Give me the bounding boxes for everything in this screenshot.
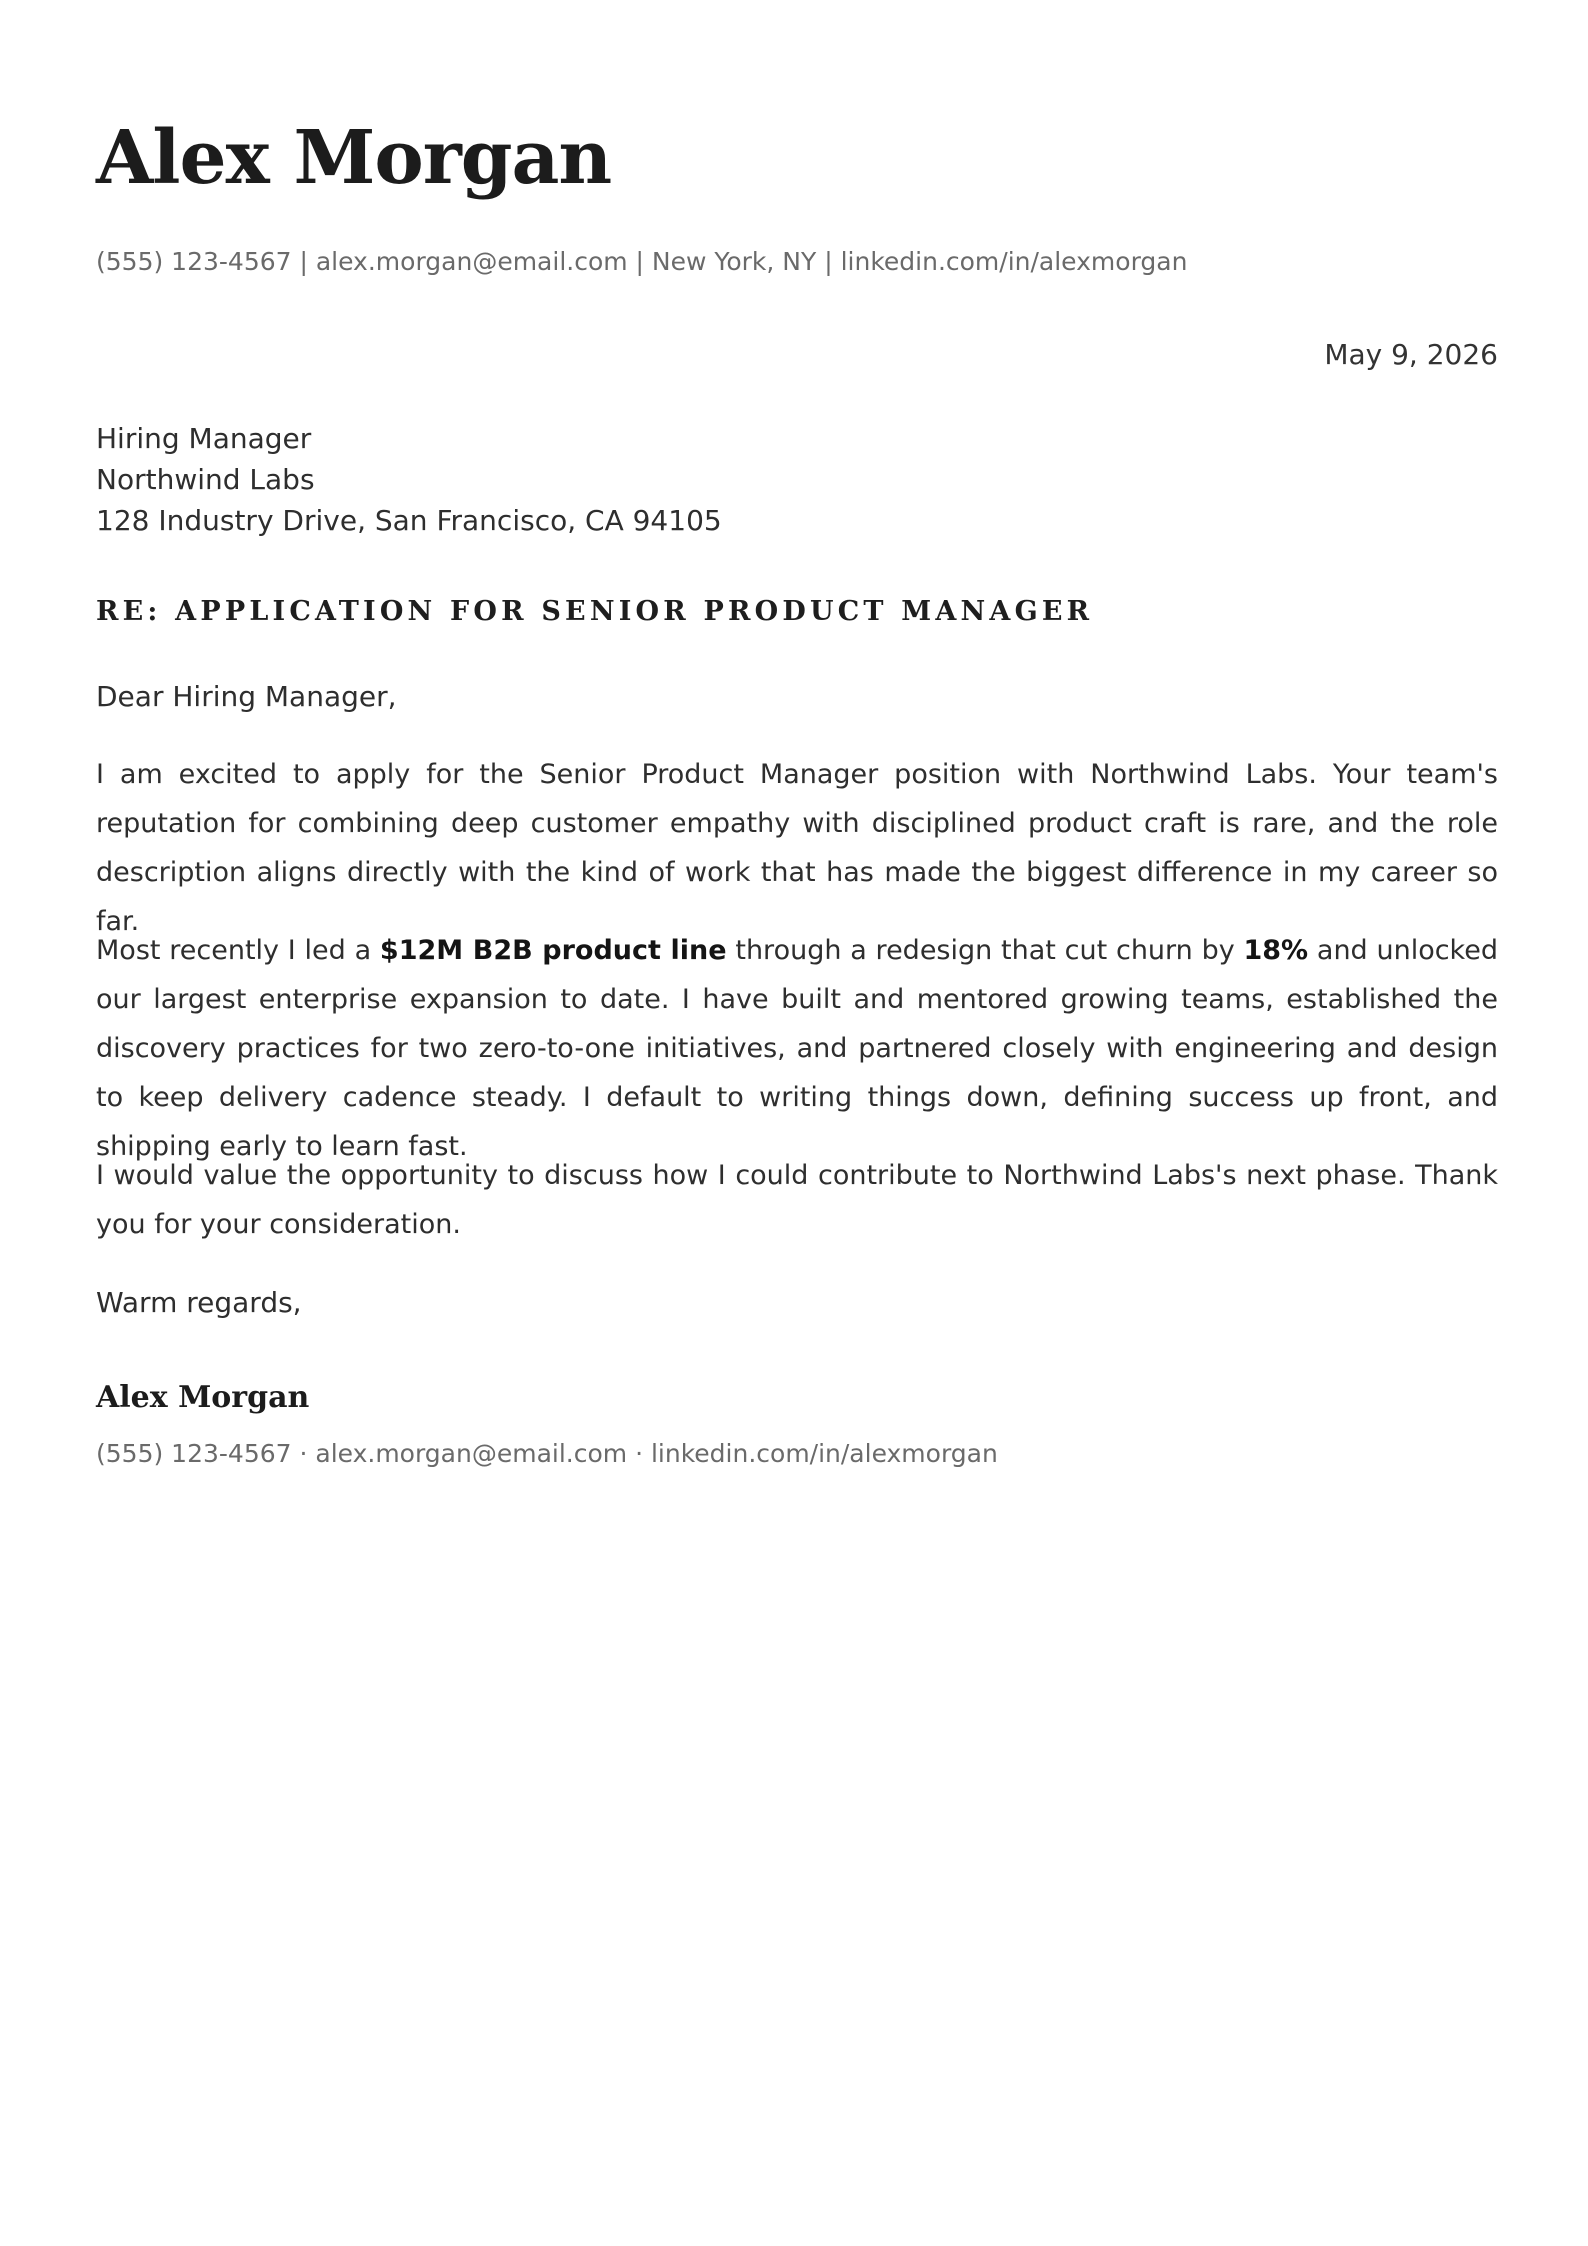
paragraph-2-intro: Most recently I led a <box>96 935 380 966</box>
signature-name: Alex Morgan <box>96 1380 310 1415</box>
body-paragraph-1: I am excited to apply for the Senior Product Manager position with Northwind Labs. Your team's reputation for combining deep customer empathy with disciplined product craft is rare, and the role description aligns directly with the kind of work that has made the biggest difference in my career so far. <box>96 759 1498 937</box>
subject-line: RE: APPLICATION FOR SENIOR PRODUCT MANAGER <box>96 596 1094 627</box>
recipient-block <box>96 418 722 541</box>
closing: Warm regards, <box>96 1286 302 1319</box>
applicant-name: Alex Morgan <box>96 115 612 201</box>
letter-date: May 9, 2026 <box>1324 338 1498 371</box>
recipient-title: Hiring Manager <box>96 422 312 455</box>
churn-highlight: 18% <box>1243 935 1309 966</box>
body-paragraph-3: I would value the opportunity to discuss how I could contribute to Northwind Labs's next phase. Thank you for your consideration. <box>96 1160 1498 1240</box>
paragraph-2-mid: through a redesign that cut churn by <box>726 935 1244 966</box>
recipient-address: 128 Industry Drive, San Francisco, CA 94105 <box>96 504 722 537</box>
product-line-highlight: $12M B2B product line <box>379 935 727 966</box>
paragraph-2-rest: and unlocked our largest enterprise expansion to date. I have built and mentored growing teams, established the discovery practices for two zero-to-one initiatives, and partnered closely with engineering and design to keep delivery cadence steady. I default to writing things down, defining success up front, and shipping early to learn fast. <box>96 935 1498 1162</box>
body-paragraph-2 <box>96 926 1498 1171</box>
salutation: Dear Hiring Manager, <box>96 680 397 713</box>
header-contact-line: (555) 123-4567 | alex.morgan@email.com | New York, NY | linkedin.com/in/alexmorgan <box>96 247 1188 276</box>
signature-contact-line: (555) 123-4567 · alex.morgan@email.com · linkedin.com/in/alexmorgan <box>96 1439 998 1468</box>
recipient-company: Northwind Labs <box>96 463 315 496</box>
